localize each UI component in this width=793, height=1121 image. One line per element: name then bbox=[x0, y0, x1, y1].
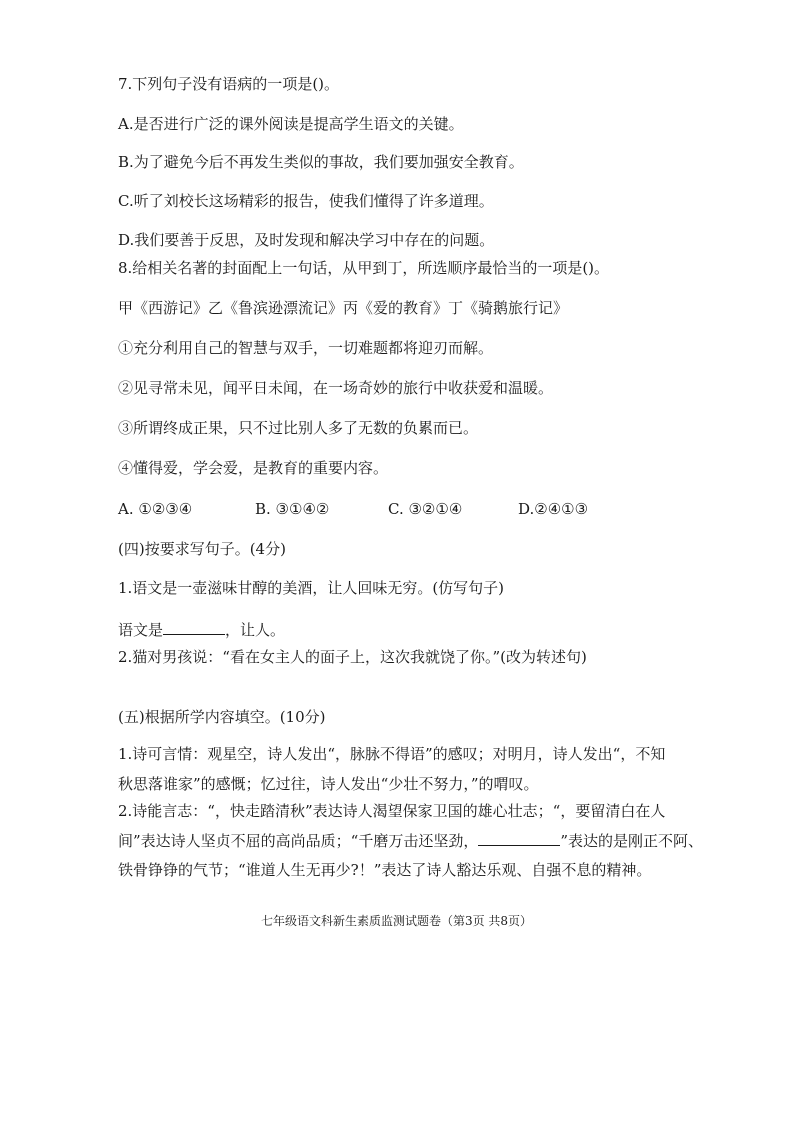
q8-quote-4: ④懂得爱，学会爱，是教育的重要内容。 bbox=[118, 459, 389, 477]
section-4-heading: (四)按要求写句子。(4分) bbox=[118, 540, 286, 558]
sec5-p1-line2: 秋思落谁家”的感慨；忆过往，诗人发出“少壮不努力，”的喟叹。 bbox=[118, 775, 539, 793]
answer-blank[interactable] bbox=[478, 830, 560, 846]
sec4-q1-answer-line bbox=[118, 619, 285, 640]
q7-option-b: B.为了避免今后不再发生类似的事故，我们要加强安全教育。 bbox=[118, 153, 524, 171]
sec4-q2: 2.猫对男孩说：“看在女主人的面子上，这次我就饶了你。”(改为转述句) bbox=[118, 648, 587, 666]
q8-books: 甲《西游记》乙《鲁滨逊漂流记》丙《爱的教育》丁《骑鹅旅行记》 bbox=[118, 299, 569, 317]
q8-quote-3: ③所谓终成正果，只不过比别人多了无数的负累而已。 bbox=[118, 419, 479, 437]
sec5-p1-line1: 1.诗可言情：观星空，诗人发出“，脉脉不得语”的感叹；对明月，诗人发出“，不知 bbox=[118, 745, 666, 763]
section-5-heading: (五)根据所学内容填空。(10分) bbox=[118, 708, 326, 726]
q8-choice-d: D.②④①③ bbox=[518, 500, 589, 518]
sec5-p2-line1: 2.诗能言志：“，快走踏清秋”表达诗人渴望保家卫国的雄心壮志；“，要留清白在人 bbox=[118, 802, 666, 820]
sec4-q1-answer-prefix: 语文是 bbox=[118, 621, 164, 639]
sec5-p2-line2-start: 间”表达诗人坚贞不屈的高尚品质；“千磨万击还坚劲， bbox=[118, 832, 479, 850]
sec4-q1-answer-mid: ，让人 bbox=[225, 621, 271, 639]
q7-option-a: A.是否进行广泛的课外阅读是提高学生语文的关键。 bbox=[118, 115, 464, 133]
q7-stem: 7.下列句子没有语病的一项是()。 bbox=[118, 75, 340, 93]
q8-stem: 8.给相关名著的封面配上一句话，从甲到丁，所选顺序最恰当的一项是()。 bbox=[118, 259, 610, 277]
answer-blank[interactable] bbox=[163, 619, 225, 635]
page-footer: 七年级语文科新生素质监测试题卷（第3页 共8页） bbox=[260, 914, 533, 928]
q8-choice-b: B. ③①④② bbox=[255, 500, 330, 518]
sec5-p2-line2 bbox=[118, 830, 703, 851]
sec4-q1-answer-end: 。 bbox=[270, 621, 286, 639]
q7-option-c: C.听了刘校长这场精彩的报告，使我们懂得了许多道理。 bbox=[118, 192, 494, 210]
q7-option-d: D.我们要善于反思，及时发现和解决学习中存在的问题。 bbox=[118, 231, 495, 249]
sec4-q1: 1.语文是一壶滋味甘醇的美酒，让人回味无穷。(仿写句子) bbox=[118, 579, 505, 597]
q8-choice-c: C. ③②①④ bbox=[388, 500, 463, 518]
sec5-p2-line2-end: ”表达的是刚正不阿、 bbox=[560, 832, 704, 850]
q8-quote-2: ②见寻常未见，闻平日未闻，在一场奇妙的旅行中收获爱和温暖。 bbox=[118, 379, 554, 397]
q8-quote-1: ①充分利用自己的智慧与双手，一切难题都将迎刃而解。 bbox=[118, 339, 494, 357]
q8-choices bbox=[118, 499, 638, 519]
sec5-p2-line3: 铁骨铮铮的气节；“谁道人生无再少?！”表达了诗人豁达乐观、自强不息的精神。 bbox=[118, 861, 652, 879]
q8-choice-a: A. ①②③④ bbox=[118, 500, 193, 518]
